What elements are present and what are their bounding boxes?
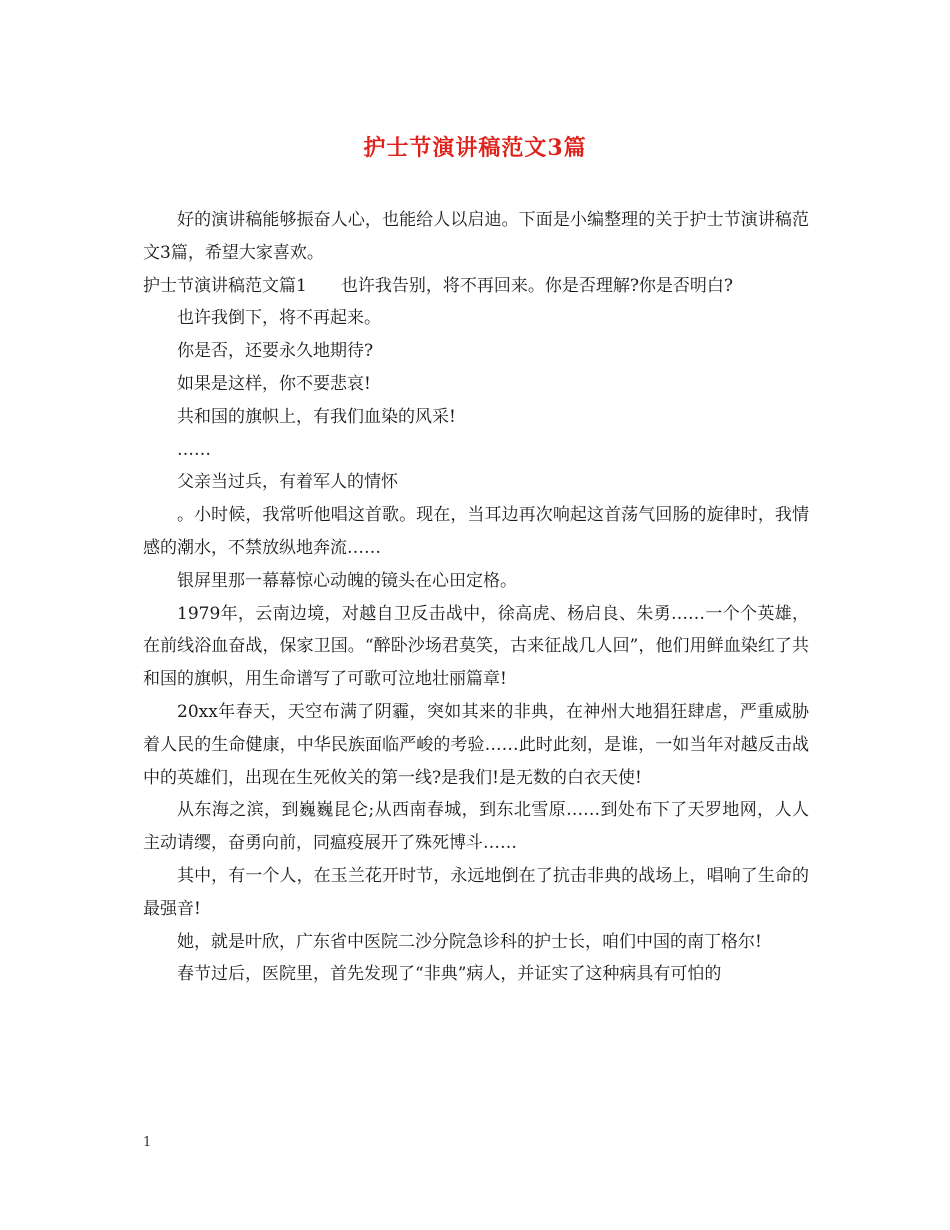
body-paragraph: 也许我倒下，将不再起来。	[177, 308, 381, 329]
page-number: 1	[143, 1135, 152, 1150]
body-paragraph: ……	[177, 439, 211, 460]
body-paragraph: 从东海之滨，到巍巍昆仑;从西南春城，到东北雪原……到处布下了天罗地网，人人主动请缨，奋勇向前，同瘟疫展开了殊死博斗……	[143, 800, 809, 854]
document-body	[143, 204, 809, 991]
body-paragraph: 你是否，还要永久地期待?	[177, 341, 374, 362]
body-paragraph: 父亲当过兵，有着军人的情怀	[177, 472, 398, 493]
body-paragraph: 银屏里那一幕幕惊心动魄的镜头在心田定格。	[177, 570, 517, 591]
body-paragraph: 如果是这样，你不要悲哀!	[177, 373, 371, 394]
body-paragraph: 20xx年春天，天空布满了阴霾，突如其来的非典，在神州大地猖狂肆虐，严重威胁着人民的生命健康，中华民族面临严峻的考验……此时此刻，是谁，一如当年对越反击战中的英雄们，出现在生死攸关的第一线?是我们!是无数的白衣天使!	[143, 701, 809, 788]
body-paragraph: 。小时候，我常听他唱这首歌。现在，当耳边再次响起这首荡气回肠的旋律时，我情感的潮水，不禁放纵地奔流……	[143, 505, 809, 558]
body-paragraph: 春节过后，医院里，首先发现了“非典”病人，并证实了这种病具有可怕的	[177, 964, 722, 985]
body-paragraph: 护士节演讲稿范文篇1 也许我告别，将不再回来。你是否理解?你是否明白?	[143, 275, 734, 296]
page-title: 护士节演讲稿范文3篇	[363, 135, 587, 161]
body-paragraph: 其中，有一个人，在玉兰花开时节，永远地倒在了抗击非典的战场上，唱响了生命的最强音!	[143, 865, 809, 919]
body-paragraph: 她，就是叶欣，广东省中医院二沙分院急诊科的护士长，咱们中国的南丁格尔!	[177, 931, 762, 952]
body-paragraph: 1979年，云南边境，对越自卫反击战中，徐高虎、杨启良、朱勇……一个个英雄，在前线浴血奋战，保家卫国。“醉卧沙场君莫笑，古来征战几人回”，他们用鲜血染红了共和国的旗帜，用生命谱写了可歌可泣地壮丽篇章!	[143, 603, 809, 690]
body-paragraph: 共和国的旗帜上，有我们血染的风采!	[177, 406, 456, 427]
body-paragraph: 好的演讲稿能够振奋人心，也能给人以启迪。下面是小编整理的关于护士节演讲稿范文3篇，希望大家喜欢。	[143, 210, 809, 263]
